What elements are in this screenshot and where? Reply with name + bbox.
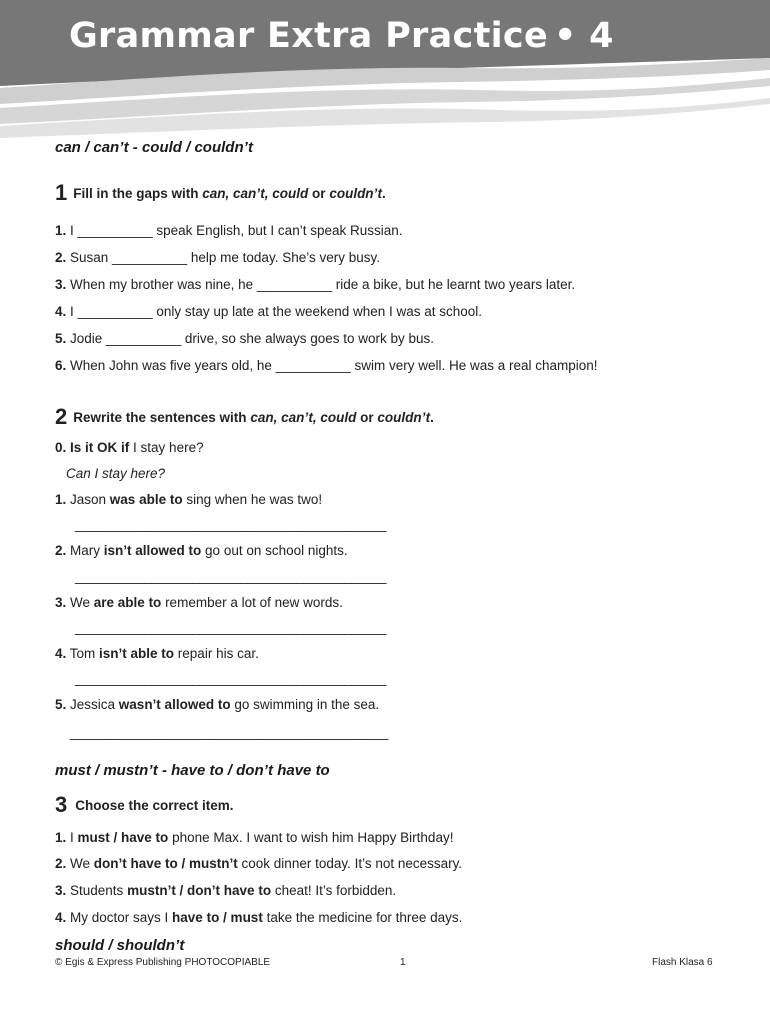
- exercise-number: 2: [55, 404, 68, 429]
- ex1-item: 4. I __________ only stay up late at the weekend when I was at school.: [55, 304, 483, 319]
- answer-line[interactable]: _____________________________________________: [75, 671, 386, 686]
- answer-line[interactable]: _____________________________________________: [75, 517, 386, 532]
- ex1-item: 5. Jodie __________ drive, so she always goes to work by bus.: [55, 331, 435, 346]
- ex2-example-answer: Can I stay here?: [66, 466, 166, 481]
- ex2-item: 2. Mary isn’t allowed to go out on school nights.: [55, 543, 348, 558]
- ex3-item: 2. We don’t have to / mustn’t cook dinner today. It’s not necessary.: [55, 856, 463, 871]
- section-heading-should: should / shouldn’t: [55, 937, 185, 954]
- ex1-item: 3. When my brother was nine, he __________ ride a bike, but he learnt two years later.: [55, 277, 576, 292]
- answer-line[interactable]: ______________________________________________: [70, 725, 388, 740]
- ex2-item: 1. Jason was able to sing when he was two!: [55, 492, 323, 507]
- unit-number: 4: [589, 16, 614, 56]
- ex1-item: 1. I __________ speak English, but I can’t speak Russian.: [55, 223, 403, 238]
- page-title: Grammar Extra Practice • 4: [69, 16, 614, 56]
- exercise-number: 3: [55, 792, 68, 817]
- footer-copyright: © Egis & Express Publishing PHOTOCOPIABLE: [55, 957, 271, 968]
- exercise-3-heading: 3 Choose the correct item.: [55, 792, 234, 817]
- ex2-item: 3. We are able to remember a lot of new words.: [55, 595, 343, 610]
- ex3-item: 3. Students mustn’t / don’t have to cheat! It’s forbidden.: [55, 883, 397, 898]
- exercise-1-heading: 1 Fill in the gaps with can, can’t, could or couldn’t.: [55, 180, 386, 205]
- exercise-2-heading: 2 Rewrite the sentences with can, can’t, could or couldn’t.: [55, 404, 434, 429]
- answer-line[interactable]: _____________________________________________: [75, 569, 386, 584]
- ex1-item: 2. Susan __________ help me today. She’s very busy.: [55, 250, 380, 265]
- section-heading-must-have-to: must / mustn’t - have to / don’t have to: [55, 762, 330, 779]
- ex2-item: 5. Jessica wasn’t allowed to go swimming in the sea.: [55, 697, 380, 712]
- ex1-item: 6. When John was five years old, he __________ swim very well. He was a real champion!: [55, 358, 598, 373]
- ex3-item: 1. I must / have to phone Max. I want to wish him Happy Birthday!: [55, 830, 454, 845]
- footer-book-title: Flash Klasa 6: [652, 957, 713, 968]
- answer-line[interactable]: _____________________________________________: [75, 620, 386, 635]
- footer-page-number: 1: [400, 957, 406, 968]
- ex2-item: 4. Tom isn’t able to repair his car.: [55, 646, 259, 661]
- section-heading-can-could: can / can’t - could / couldn’t: [55, 139, 254, 156]
- title-bullet: •: [553, 16, 577, 56]
- exercise-number: 1: [55, 180, 68, 205]
- ex2-example: 0. Is it OK if I stay here?: [55, 440, 204, 455]
- ex3-item: 4. My doctor says I have to / must take the medicine for three days.: [55, 910, 463, 925]
